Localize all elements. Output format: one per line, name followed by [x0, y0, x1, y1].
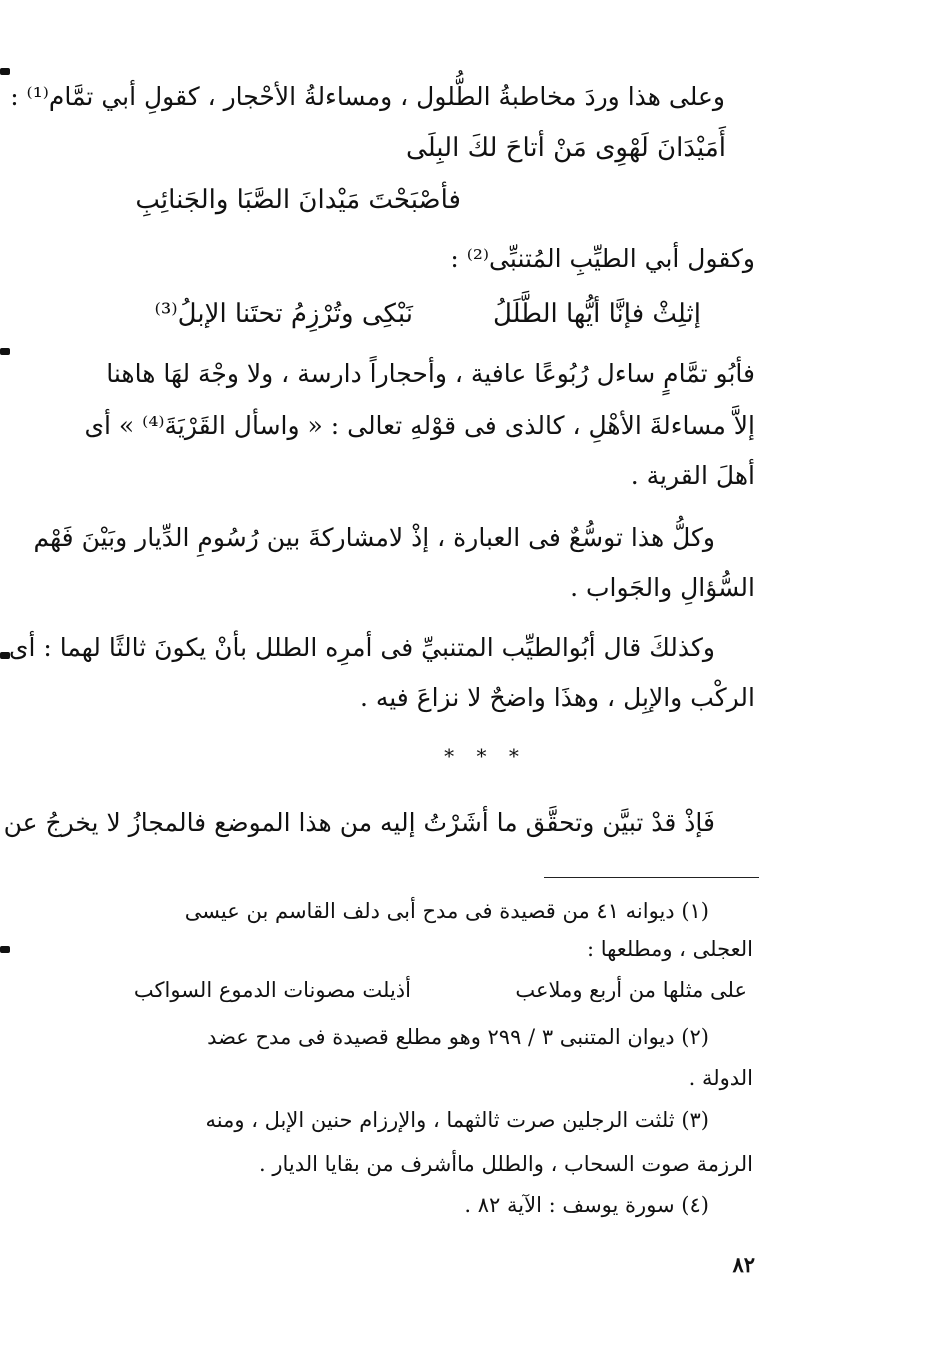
body-line: أهلَ القرية .: [630, 461, 755, 490]
body-line: وكذلكَ قال أبُوالطيِّب المتنبيِّ فى أمرِه الطلل بأنْ يكونَ ثالثًا لهما : أى: [8, 633, 715, 662]
body-line: وكلُّ هذا توسُّعٌ فى العبارة ، إذْ لامشاركةَ بين رُسُومِ الدِّيار وبَيْنَ فَهْم: [33, 523, 715, 552]
verse-hemistich: فأصْبَحْتَ مَيْدانَ الصَّبَا والجَنائِبِ: [135, 185, 461, 215]
footnote-line: (١) ديوانه ٤١ من قصيدة فى مدح أبى دلف القاسم بن عيسى: [184, 899, 709, 923]
body-line: فَإذْ قدْ تبيَّن وتحقَّق ما أشَرْتُ إليه من هذا الموضع فالمجازُ لا يخرجُ عن: [3, 808, 715, 837]
verse-hemistich: أَمَيْدَانَ لَهْوِى مَنْ أتاحَ لكَ البِلَى: [406, 133, 726, 163]
footnote-line: (٣) ثلثت الرجلين صرت ثالثهما ، والإرزام حنين الإبل ، ومنه: [205, 1108, 709, 1132]
body-line: وكقول أبي الطيِّبِ المُتنبِّى⁽²⁾ :: [450, 244, 755, 273]
footnote-line: (٢) ديوان المتنبى ٣ / ٢٩٩ وهو مطلع قصيدة فى مدح عضد: [207, 1025, 709, 1049]
body-line: وعلى هذا وردَ مخاطبةُ الطُّلول ، ومساءلةُ الأحْجار ، كقولِ أبي تمَّام⁽¹⁾ :: [10, 82, 725, 111]
footnote-verse: على مثلها من أربع وملاعب: [515, 978, 747, 1002]
margin-mark: [0, 946, 10, 953]
margin-mark: [0, 68, 10, 75]
section-separator: * * *: [444, 744, 527, 768]
body-line: فأبُو تمَّامٍ ساءل رُبُوعًا عافية ، وأحجاراً دارسة ، ولا وجْهَ لهَا هاهنا: [106, 359, 755, 388]
body-line: السُّؤالِ والجَواب .: [570, 573, 755, 602]
body-line: الركْب والإبِل ، وهذَا واضحٌ لا نزاعَ فيه .: [359, 683, 755, 712]
footnote-line: الرزمة صوت السحاب ، والطلل ماأشرف من بقايا الديار .: [258, 1152, 753, 1176]
footnote-verse: أذيلت مصونات الدموع السواكب: [133, 978, 411, 1002]
page-number: ٨٢: [732, 1252, 755, 1277]
margin-mark: [0, 348, 10, 355]
footnote-line: (٤) سورة يوسف : الآية ٨٢ .: [464, 1193, 709, 1217]
body-line: إلاَّ مساءلةَ الأهْلِ ، كالذى فى قوْلهِ تعالى : « واسأل القَرْيَةَ⁽⁴⁾ » أى: [84, 411, 755, 440]
verse-hemistich: إثلِثْ فإنَّا أيُّها الطَّلَلُ: [492, 299, 701, 329]
footnote-line: الدولة .: [688, 1066, 753, 1090]
verse-hemistich: نَبْكِى وتُرْزِمُ تحتَنا الإبلُ⁽³⁾: [154, 299, 413, 329]
footnote-rule: [544, 877, 759, 878]
footnote-line: العجلى ، ومطلعها :: [586, 937, 753, 961]
